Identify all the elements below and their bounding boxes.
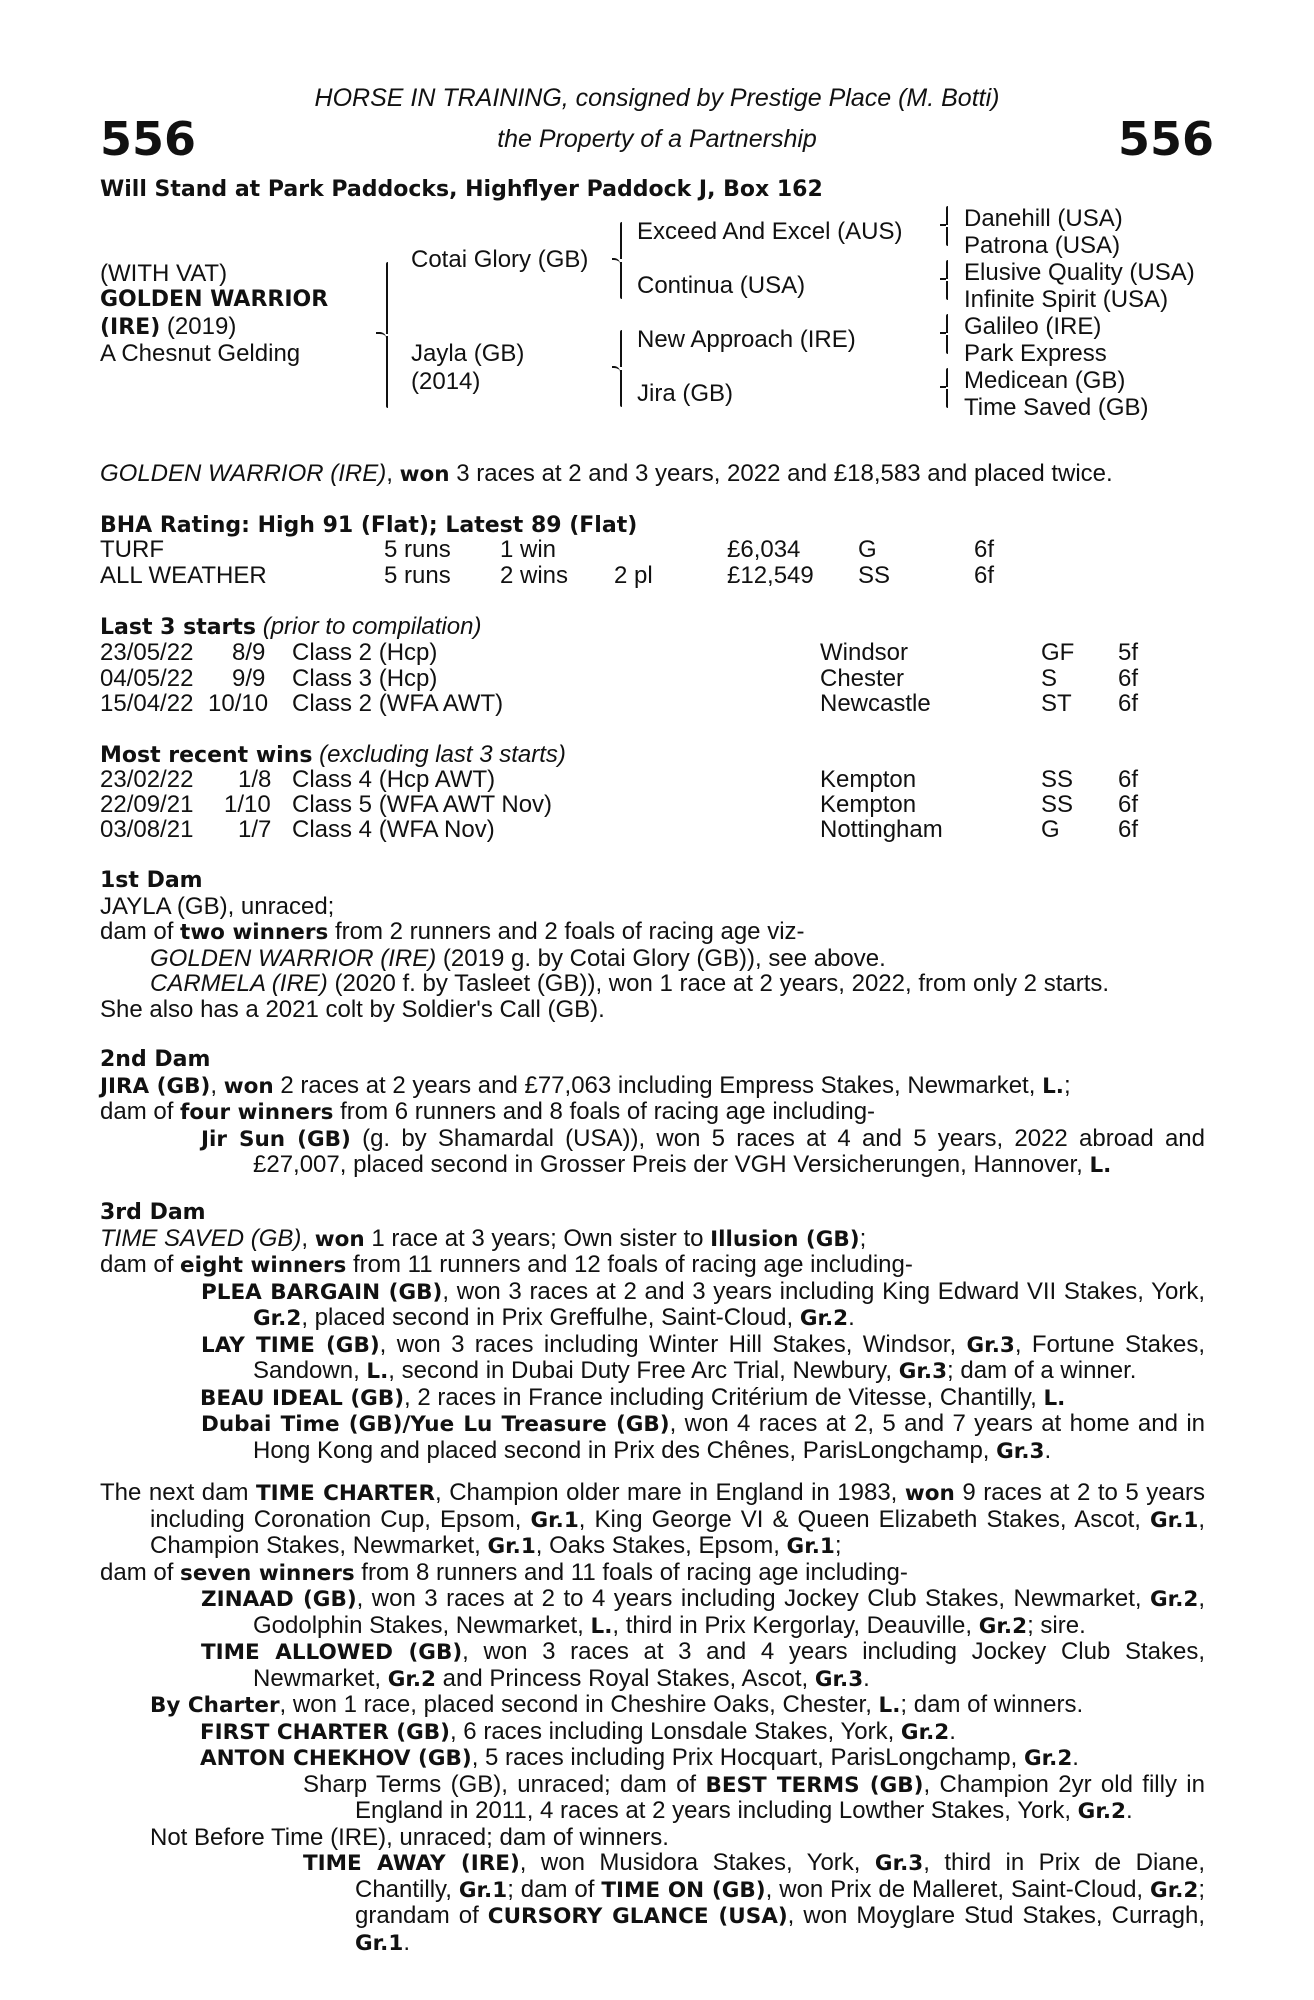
ggp-1: Danehill (USA) [964, 205, 1123, 232]
first-dam-note: She also has a 2021 colt by Soldier's Call (GB). [100, 995, 605, 1023]
next-dam-foal: TIME ALLOWED (GB), won 3 races at 3 and 4 years including Jockey Club Stakes, Newmarket, Gr.2 and Princess Royal Stakes, Ascot, Gr.3. [201, 1638, 1205, 1692]
next-dam-line: The next dam TIME CHARTER, Champion older mare in England in 1983, won 9 races at 2 to 5 years including Coronation Cup, Epsom, Gr.1, King George VI & Queen Elizabeth Stakes, Ascot, Gr.1, Champion Stakes, Newmarket, Gr.1, Oaks Stakes, Epsom, Gr.1; [100, 1479, 1205, 1559]
lot-number-left: 556 [100, 112, 197, 166]
next-dam-grandfoal: TIME AWAY (IRE), won Musidora Stakes, York, Gr.3, third in Prix de Diane, Chantilly, Gr.1; dam of TIME ON (GB), won Prix de Malleret, Saint-Cloud, Gr.2; grandam of CURSORY GLANCE (USA), won Moyglare Stud Stakes, Curragh, Gr.1. [303, 1849, 1206, 1956]
horse-name: GOLDEN WARRIOR [100, 287, 329, 312]
ggp-8: Time Saved (GB) [964, 394, 1149, 421]
next-dam-foal: Not Before Time (IRE), unraced; dam of winners. [150, 1823, 669, 1851]
next-dam-section [100, 1480, 1205, 1956]
summary-horse: GOLDEN WARRIOR (IRE) [100, 460, 387, 487]
next-dam-foal: By Charter, won 1 race, placed second in Cheshire Oaks, Chester, L.; dam of winners. [150, 1691, 1084, 1718]
horse-name-line2 [100, 314, 236, 341]
recent-wins-title-line: Most recent wins (excluding last 3 starts) [100, 741, 566, 768]
sire-name: Cotai Glory (GB) [411, 246, 589, 273]
next-dam-foal: ZINAAD (GB), won 3 races at 2 to 4 years including Jockey Club Stakes, Newmarket, Gr.2, Godolphin Stakes, Newmarket, L., third in Prix Kergorlay, Deauville, Gr.2; sire. [201, 1585, 1205, 1639]
third-dam-foal: LAY TIME (GB), won 3 races including Winter Hill Stakes, Windsor, Gr.3, Fortune Stakes, Sandown, L., second in Dubai Duty Free Arc Trial, Newbury, Gr.3; dam of a winner. [201, 1330, 1205, 1384]
first-dam-title: 1st Dam [100, 868, 203, 893]
ggp-2: Patrona (USA) [964, 232, 1121, 259]
next-dam-produce: dam of seven winners from 8 runners and 11 foals of racing age including- [100, 1558, 908, 1586]
summary-text: 3 races at 2 and 3 years, 2022 and £18,583 and placed twice. [449, 460, 1113, 487]
third-dam-produce: dam of eight winners from 11 runners and 12 foals of racing age including- [100, 1251, 913, 1278]
horse-year: (2019) [160, 313, 237, 340]
second-dam-section [100, 1047, 1205, 1179]
ggp-5: Galileo (IRE) [964, 313, 1102, 340]
ggp-3: Elusive Quality (USA) [964, 259, 1195, 286]
stand-line: Will Stand at Park Paddocks, Highflyer Paddock J, Box 162 [100, 177, 823, 202]
first-dam-foal: CARMELA (IRE) (2020 f. by Tasleet (GB)), won 1 race at 2 years, 2022, from only 2 starts. [150, 970, 1110, 997]
first-dam-foal: GOLDEN WARRIOR (IRE) (2019 g. by Cotai Glory (GB)), see above. [150, 944, 886, 972]
second-dam-line: JIRA (GB), won 2 races at 2 years and £77,063 including Empress Stakes, Newmarket, L.; [100, 1071, 1071, 1099]
sire-sire: Exceed And Excel (AUS) [637, 218, 903, 245]
dam-dam: Jira (GB) [637, 380, 733, 407]
third-dam-title: 3rd Dam [100, 1200, 206, 1225]
last3-title-line: Last 3 starts (prior to compilation) [100, 613, 482, 640]
first-dam-produce: dam of two winners from 2 runners and 2 foals of racing age viz- [100, 918, 805, 945]
ggp-4: Infinite Spirit (USA) [964, 286, 1169, 313]
ggp-6: Park Express [964, 340, 1107, 367]
lot-number-right: 556 [1118, 112, 1215, 166]
third-dam-section [100, 1200, 1205, 1464]
ggp-7: Medicean (GB) [964, 367, 1126, 394]
vat-label: (WITH VAT) [100, 260, 228, 287]
dam-name: Jayla (GB) [411, 340, 525, 367]
dam-sire: New Approach (IRE) [637, 326, 856, 353]
third-dam-foal: PLEA BARGAIN (GB), won 3 races at 2 and 3 years including King Edward VII Stakes, York, Gr.2, placed second in Prix Greffulhe, Saint-Cloud, Gr.2. [201, 1277, 1205, 1331]
dam-year: (2014) [411, 368, 481, 395]
sire-dam: Continua (USA) [637, 272, 806, 299]
next-dam-grandfoal: ANTON CHEKHOV (GB), 5 races including Prix Hocquart, ParisLongchamp, Gr.2. [200, 1744, 1079, 1771]
horse-country: (IRE) [100, 315, 161, 340]
summary-won: won [399, 462, 450, 487]
first-dam-line: JAYLA (GB), unraced; [100, 892, 335, 920]
property-line: the Property of a Partnership [497, 125, 817, 153]
second-dam-title: 2nd Dam [100, 1047, 211, 1072]
second-dam-produce: dam of four winners from 6 runners and 8 foals of racing age including- [100, 1098, 876, 1125]
summary-line: GOLDEN WARRIOR (IRE), won 3 races at 2 and 3 years, 2022 and £18,583 and placed twice. [100, 460, 1113, 487]
consignor-line: HORSE IN TRAINING, consigned by Prestige Place (M. Botti) [314, 84, 1000, 112]
horse-description: A Chesnut Gelding [100, 340, 301, 367]
next-dam-grandfoal: Sharp Terms (GB), unraced; dam of BEST TERMS (GB), Champion 2yr old filly in England in 2011, 4 races at 2 years including Lowther Stakes, York, Gr.2. [303, 1770, 1205, 1824]
third-dam-foal: Dubai Time (GB)/Yue Lu Treasure (GB), won 4 races at 2, 5 and 7 years at home and in Hong Kong and placed second in Prix des Chênes, ParisLongchamp, Gr.3. [201, 1410, 1205, 1464]
third-dam-line: TIME SAVED (GB), won 1 race at 3 years; Own sister to Illusion (GB); [100, 1224, 867, 1252]
first-dam-section [100, 868, 1205, 1022]
second-dam-foal: Jir Sun (GB) (g. by Shamardal (USA)), won 5 races at 4 and 5 years, 2022 abroad and £27,007, placed second in Grosser Preis der VGH Versicherungen, Hannover, L. [201, 1124, 1206, 1178]
next-dam-grandfoal: FIRST CHARTER (GB), 6 races including Lonsdale Stakes, York, Gr.2. [200, 1717, 956, 1745]
rating-title: BHA Rating: High 91 (Flat); Latest 89 (Flat) [100, 513, 638, 538]
third-dam-grandfoal: BEAU IDEAL (GB), 2 races in France including Critérium de Vitesse, Chantilly, L. [200, 1383, 1066, 1411]
